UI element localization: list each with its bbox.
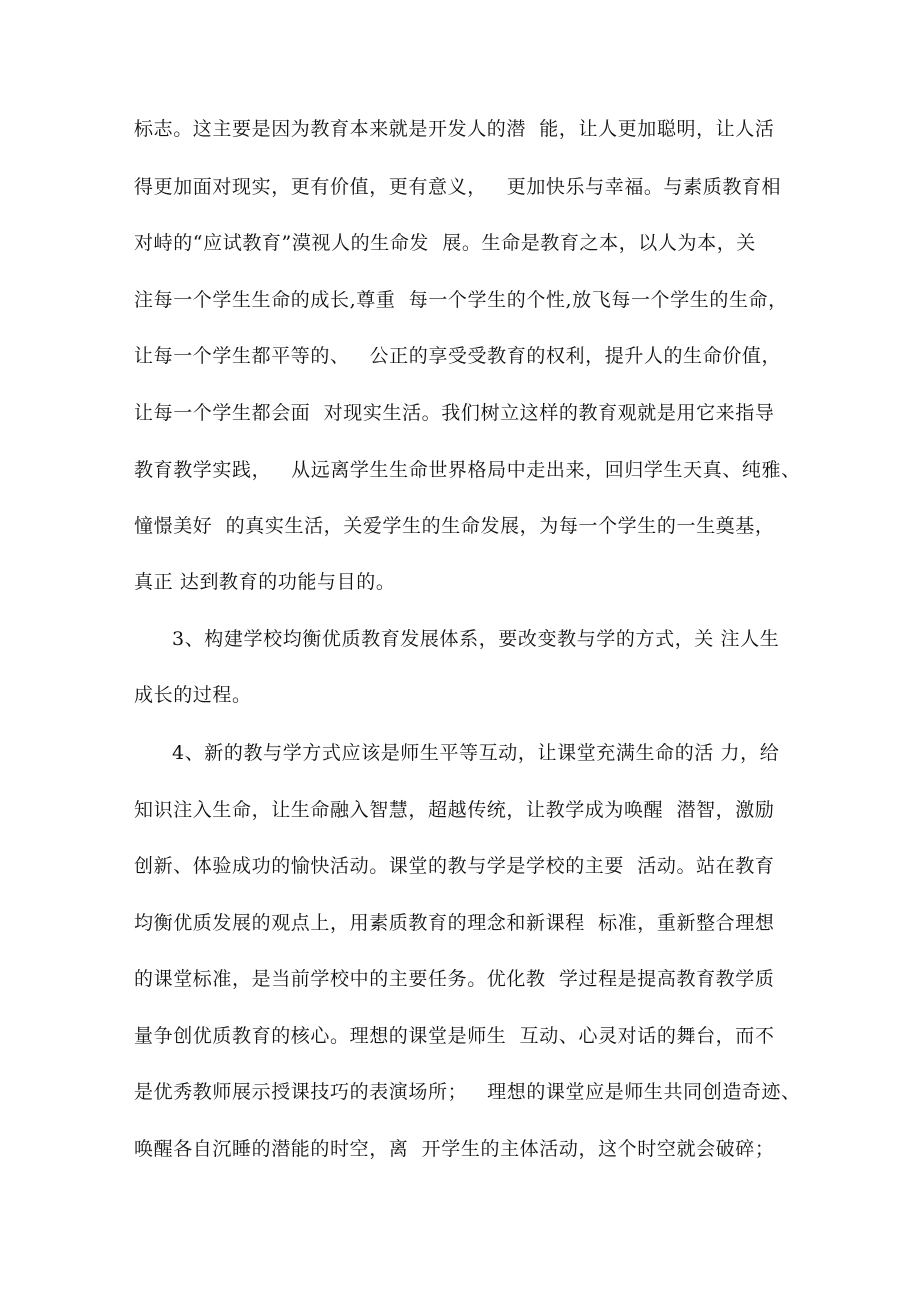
text-line-8: 憧憬美好 的真实生活，关爱学生的生命发展，为每一个学生的一生奠基， (134, 515, 775, 537)
text-line-14: 创新、体验成功的愉快活动。课堂的教与学是学校的主要 活动。站在教育 (134, 855, 775, 877)
text-line-1: 标志。这主要是因为教育本来就是开发人的潜 能，让人更加聪明，让人活 (134, 118, 775, 140)
text-line-13: 知识注入生命，让生命融入智慧，超越传统，让教学成为唤醒 潜智，激励 (134, 799, 775, 821)
text-line-6: 让每一个学生都会面 对现实生活。我们树立这样的教育观就是用它来指导 (134, 402, 775, 424)
text-line-9: 真正 达到教育的功能与目的。 (134, 571, 396, 593)
text-line-7: 教育教学实践， 从远离学生生命世界格局中走出来，回归学生天真、纯雅、 (134, 459, 801, 481)
text-line-10: 3、构建学校均衡优质教育发展体系，要改变教与学的方式，关 注人生 (172, 628, 780, 650)
text-line-5: 让每一个学生都平等的、 公正的享受受教育的权利，提升人的生命价值， (134, 345, 782, 367)
text-line-11: 成长的过程。 (134, 684, 252, 706)
text-line-3: 对峙的“应试教育”漠视人的生命发 展。生命是教育之本，以人为本，关 (134, 232, 756, 254)
text-line-16: 的课堂标准，是当前学校中的主要任务。优化教 学过程是提高教育教学质 (134, 968, 775, 990)
text-line-2: 得更加面对现实，更有价值，更有意义， 更加快乐与幸福。与素质教育相 (134, 176, 782, 198)
text-line-18: 是优秀教师展示授课技巧的表演场所； 理想的课堂应是师生共同创造奇迹、 (134, 1081, 801, 1103)
text-line-17: 量争创优质教育的核心。理想的课堂是师生 互动、心灵对话的舞台，而不 (134, 1025, 775, 1047)
text-line-12: 4、新的教与学方式应该是师生平等互动，让课堂充满生命的活 力，给 (172, 742, 780, 764)
text-line-4: 注每一个学生生命的成长,尊重 每一个学生的个性,放飞每一个学生的生命， (134, 289, 788, 311)
text-line-15: 均衡优质发展的观点上，用素质教育的理念和新课程 标准，重新整合理想 (134, 912, 775, 934)
text-line-19: 唤醒各自沉睡的潜能的时空，离 开学生的主体活动，这个时空就会破碎； (134, 1138, 775, 1160)
